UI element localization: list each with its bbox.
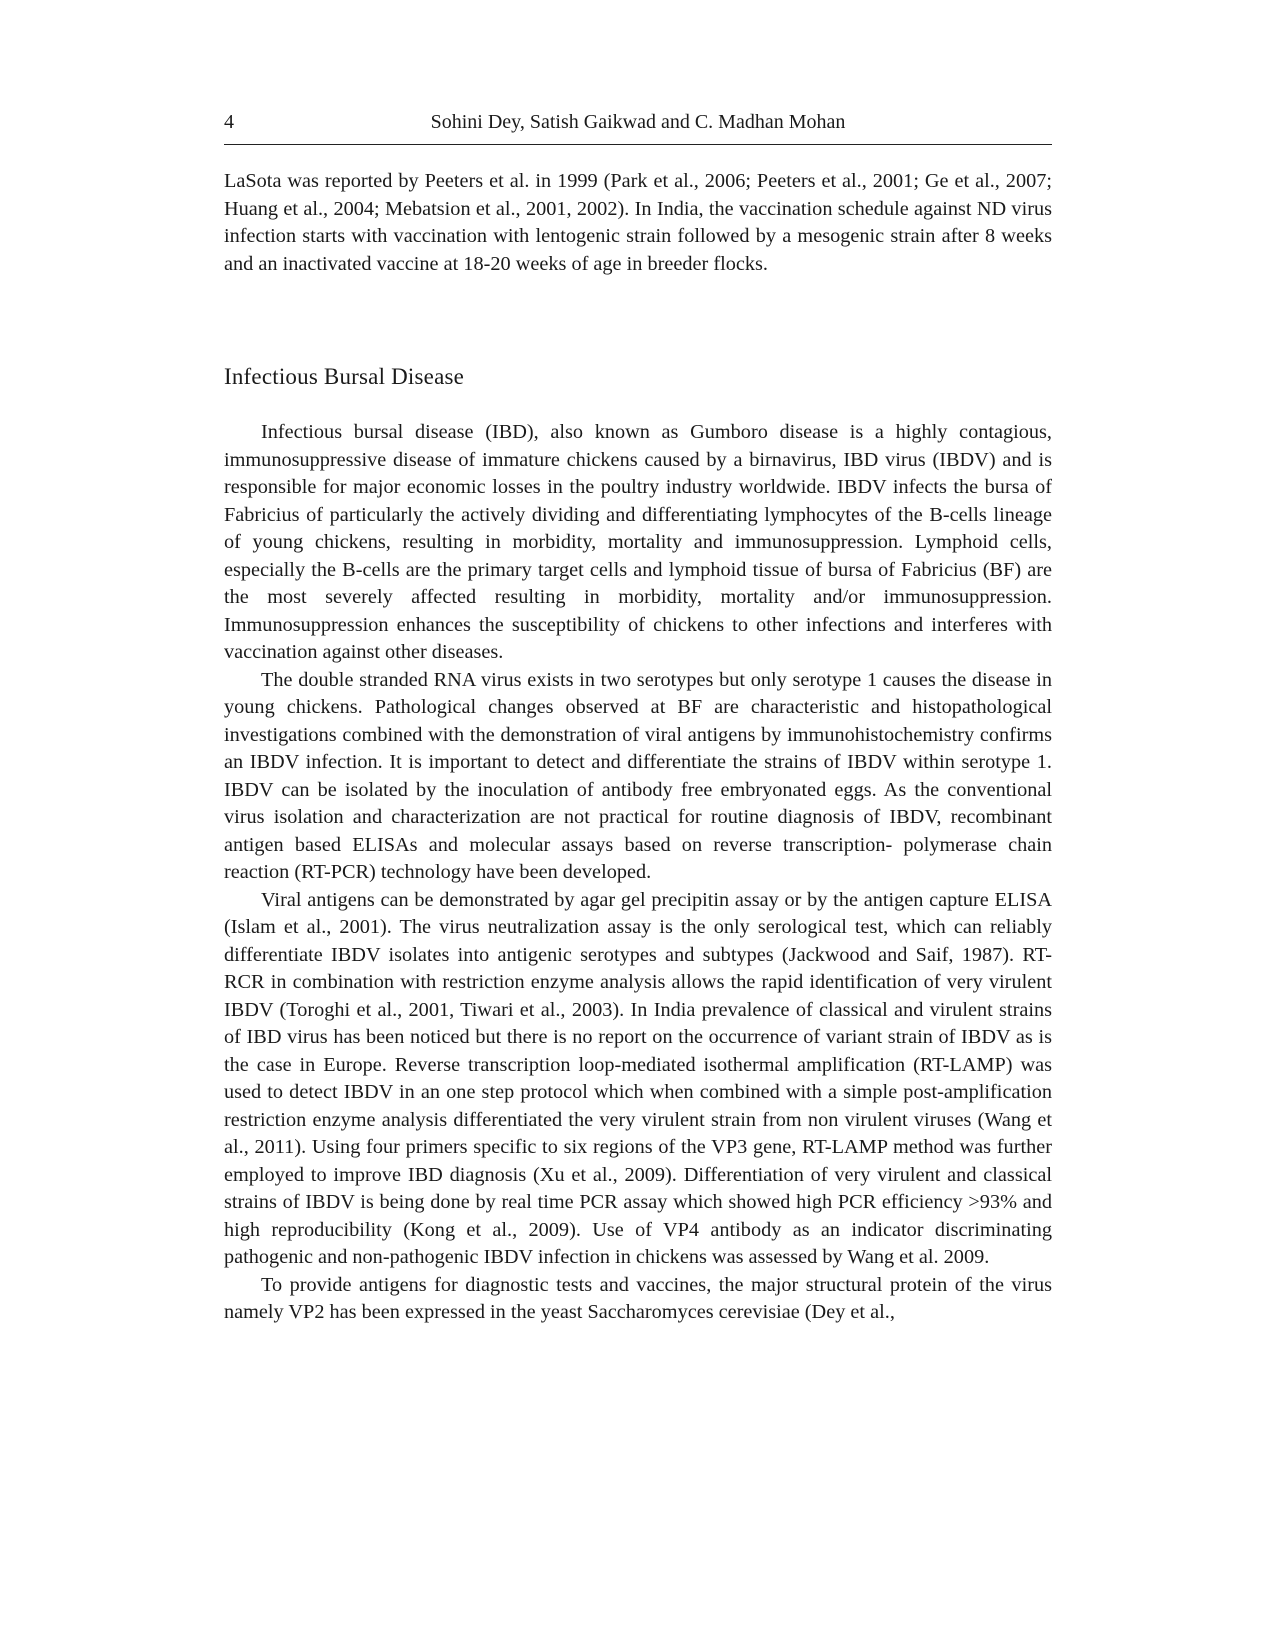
section-heading: Infectious Bursal Disease <box>224 364 465 389</box>
page-number: 4 <box>224 111 234 133</box>
section-body <box>224 419 1052 1327</box>
body-paragraph: Viral antigens can be demonstrated by agar gel precipitin assay or by the antigen capture ELISA (Islam et al., 2001). The virus neutralization assay is the only serological test, which can reliably differentiate IBDV isolates into antigenic serotypes and subtypes (Jackwood and Saif, 1987). RT-RCR in combination with restriction enzyme analysis allows the rapid identification of very virulent IBDV (Toroghi et al., 2001, Tiwari et al., 2003). In India prevalence of classical and virulent strains of IBD virus has been noticed but there is no report on the occurrence of variant strain of IBDV as is the case in Europe. Reverse transcription loop-mediated isothermal amplification (RT-LAMP) was used to detect IBDV in an one step protocol which when combined with a simple post-amplification restriction enzyme analysis differentiated the very virulent strain from non virulent viruses (Wang et al., 2011). Using four primers specific to six regions of the VP3 gene, RT-LAMP method was further employed to improve IBD diagnosis (Xu et al., 2009). Differentiation of very virulent and classical strains of IBDV is being done by real time PCR assay which showed high PCR efficiency >93% and high reproducibility (Kong et al., 2009). Use of VP4 antibody as an indicator discriminating pathogenic and non-pathogenic IBDV infection in chickens was assessed by Wang et al. 2009. <box>224 888 1052 1268</box>
header-rule <box>224 144 1052 145</box>
running-head <box>224 107 1052 137</box>
running-head-authors: Sohini Dey, Satish Gaikwad and C. Madhan Mohan <box>430 111 846 133</box>
body-paragraph: The double stranded RNA virus exists in two serotypes but only serotype 1 causes the disease in young chickens. Pathological changes observed at BF are characteristic and histopathological investigations combined with the demonstration of viral antigens by immunohistochemistry confirms an IBDV infection. It is important to detect and differentiate the strains of IBDV within serotype 1. IBDV can be isolated by the inoculation of antibody free embryonated eggs. As the conventional virus isolation and characterization are not practical for routine diagnosis of IBDV, recombinant antigen based ELISAs and molecular assays based on reverse transcription- polymerase chain reaction (RT-PCR) technology have been developed. <box>224 668 1052 883</box>
body-paragraph: To provide antigens for diagnostic tests and vaccines, the major structural protein of the virus namely VP2 has been expressed in the yeast Saccharomyces cerevisiae (Dey et al., <box>224 1273 1052 1323</box>
body-paragraph: Infectious bursal disease (IBD), also known as Gumboro disease is a highly contagious, immunosuppressive disease of immature chickens caused by a birnavirus, IBD virus (IBDV) and is responsible for major economic losses in the poultry industry worldwide. IBDV infects the bursa of Fabricius of particularly the actively dividing and differentiating lymphocytes of the B-cells lineage of young chickens, resulting in morbidity, mortality and immunosuppression. Lymphoid cells, especially the B-cells are the primary target cells and lymphoid tissue of bursa of Fabricius (BF) are the most severely affected resulting in morbidity, mortality and/or immunosuppression. Immunosuppression enhances the susceptibility of chickens to other infections and interferes with vaccination against other diseases. <box>224 421 1052 663</box>
intro-paragraph: LaSota was reported by Peeters et al. in 1999 (Park et al., 2006; Peeters et al., 2001; Ge et al., 2007; Huang et al., 2004; Mebatsion et al., 2001, 2002). In India, the vaccination schedule against ND virus infection starts with vaccination with lentogenic strain followed by a mesogenic strain after 8 weeks and an inactivated vaccine at 18-20 weeks of age in breeder flocks. <box>224 170 1052 275</box>
intro-text <box>224 168 1052 278</box>
